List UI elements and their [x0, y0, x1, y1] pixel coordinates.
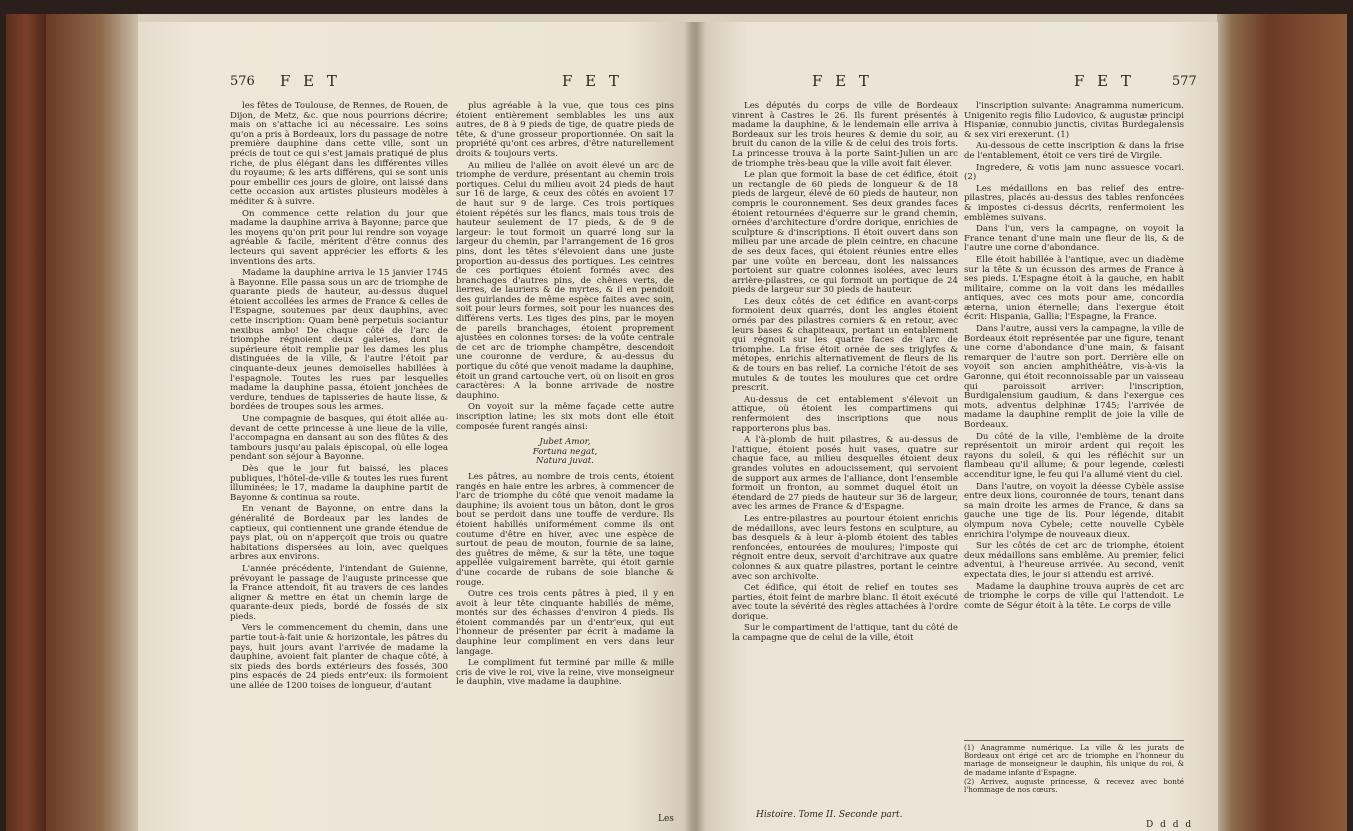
left-column-2	[456, 102, 674, 690]
left-column-1	[230, 102, 448, 694]
book-cover-right	[1217, 14, 1347, 831]
paragraph: Le compliment fut terminé par mille & mille cris de vive le roi, vive la reine, vive monseigneur le dauphin, vive madame la dauphine.	[456, 658, 674, 688]
left-running-head	[138, 72, 693, 92]
gutter-shadow	[684, 22, 706, 831]
open-book	[6, 14, 1347, 831]
paragraph: Dans l'autre, aussi vers la campagne, la ville de Bordeaux étoit représentée par une figure, tenant une corne d'abondance d'une main, & faisant remarquer de l'autre son port. Derrière elle on voyoit son ancien amphithéâtre, vis-à-vis la Garonne, qui étoit reconnoissable par un vaisseau qui paroissoit arriver: l'inscription, Burdigalensium gaudium, & dans l'exergue ces mots, adventus delphinæ 1745; l'arrivée de madame la dauphine remplit de joie la ville de Bordeaux.	[964, 324, 1184, 430]
left-column-2-top	[456, 102, 674, 432]
paragraph: Du côté de la ville, l'emblème de la droite représentoit un miroir ardent qui reçoit les rayons du soleil, & qui les réfléchit sur un flambeau qu'il allume; & pour legende, cœlesti accenditur igne, le feu qui l'a allumé vient du ciel.	[964, 431, 1184, 480]
paragraph: Madame la dauphine trouva auprès de cet arc de triomphe le corps de ville qui l'attendoit. Le comte de Ségur étoit à la tête. Le corps de ville	[964, 581, 1184, 611]
paragraph: Au-dessous de cette inscription & dans la frise de l'entablement, étoit ce vers tiré de Virgile.	[964, 141, 1184, 161]
paragraph: Outre ces trois cents pâtres à pied, il y en avoit à leur tête cinquante habillés de même, montés sur des échasses d'environ 4 pieds. Ils étoient commandés par un d'entr'eux, qui eut l'honneur de présenter par écrit à madame la dauphine leur compliment en vers dans leur langage.	[456, 589, 674, 657]
paragraph: A l'à-plomb de huit pilastres, & au-dessus de l'attique, étoient posés huit vases, quatre sur chaque face, au milieu desquelles étoient deux grandes volutes en adoucissement, qui servoient de support aux armes de l'alliance, dont l'ensemble formoit un fronton, au sommet duquel étoit un étendard de 27 pieds de hauteur sur 36 de largeur, avec les armes de France & d'Espagne.	[732, 435, 958, 513]
left-page	[138, 22, 693, 831]
paragraph: Les députés du corps de ville de Bordeaux vinrent à Castres le 26. Ils furent présentés à madame la dauphine, & le lendemain elle arriva à Bordeaux sur les trois heures & demie du soir, au bruit du canon de la ville & de celui des trois forts. La princesse trouva à la porte Saint-Julien un arc de triomphe très-beau que la ville avoit fait élever.	[732, 101, 958, 169]
paragraph: Dans l'autre, on voyoit la déesse Cybèle assise entre deux lions, couronnée de tours, tenant dans sa main droite les armes de France, & dans sa gauche une tige de lis. Pour légende, ditabit olympum nova Cybele; cette nouvelle Cybèle enrichira l'olympe de nouveaux dieux.	[964, 481, 1184, 540]
left-catchword: Les	[658, 814, 674, 824]
left-column-2-bottom	[456, 473, 674, 688]
paragraph: (2) Arrivez, auguste princesse, & recevez avec bonté l'hommage de nos cœurs.	[964, 776, 1184, 795]
right-head-word-2: F E T	[1074, 72, 1135, 90]
paragraph: Fortuna negat,	[532, 446, 598, 457]
left-head-word-1: F E T	[280, 72, 341, 90]
right-column-2	[964, 102, 1184, 613]
signature-line: Histoire. Tome II. Seconde part.	[756, 810, 903, 820]
paragraph: Les médaillons en bas relief des entre-pilastres, placés au-dessus des tables renfoncées & impostes ci-dessus décrits, renfermoient les emblèmes suivans.	[964, 183, 1184, 223]
paragraph: Natura juvat.	[536, 456, 594, 467]
paragraph: Sur le compartiment de l'attique, tant du côté de la campagne que de celui de la ville, étoit	[732, 623, 958, 644]
paragraph: l'inscription suivante: Anagramma numericum. Unigenito regis filio Ludovico, & augustæ principi Hispaniæ, connubio junctis, civitas Burdegalensis & sex viri erexerunt. (1)	[964, 101, 1184, 140]
paragraph: Vers le commencement du chemin, dans une partie tout-à-fait unie & horizontale, les pâtres du pays, huit jours avant l'arrivée de madame la dauphine, avoient fait planter de chaque côté, à six pieds des bords extérieurs des fossés, 300 pins espacés de 24 pieds entr'eux: ils formoient une allée de 1200 toises de longueur, d'autant	[230, 623, 448, 692]
paragraph: Ingredere, & votis jam nunc assuesce vocari. (2)	[964, 162, 1184, 183]
right-running-head	[696, 72, 1218, 92]
left-head-word-2: F E T	[562, 72, 623, 90]
paragraph: Les entre-pilastres au pourtour étoient enrichis de médaillons, avec leurs festons en sculpture, au bas desquels & à leur à-plomb étoient des tables renfoncées, entourées de moulures; l'imposte qui régnoit entre deux, servoit d'architrave aux quatre colonnes & aux quatre pilastres, portant le ceintre avec son archivolte.	[732, 513, 958, 582]
signature-mark: D d d d	[1146, 820, 1194, 830]
paragraph: Au-dessus de cet entablement s'élevoit un attique, où étoient les compartimens qui renfermoient des inscriptions que nous rapporterons plus bas.	[732, 394, 958, 434]
paragraph: Sur les côtés de cet arc de triomphe, étoient deux médaillons sans emblême. Au premier, felici adventui, à l'heureuse arrivée. Au second, venit expectata dies, le jour si attendu est arrivé.	[964, 541, 1184, 580]
paragraph: Une compagnie de basques, qui étoit allée au-devant de cette princesse à une lieue de la ville, l'accompagna en dansant au son des flûtes & des tambours jusqu'au palais épiscopal, où elle logea pendant son séjour à Bayonne.	[230, 414, 448, 463]
paragraph: En venant de Bayonne, on entre dans la généralité de Bordeaux par les landes de captieux, qui contiennent une grande étendue de pays plat, où on n'apperçoit que trois ou quatre habitations dispersées au loin, avec quelques arbres aux environs.	[230, 504, 448, 563]
right-page	[696, 22, 1218, 831]
paragraph: Cet édifice, qui étoit de relief en toutes ses parties, étoit feint de marbre blanc. Il étoit exécuté avec toute la sévérité des règles attachées à l'ordre dorique.	[732, 583, 958, 622]
paragraph: Au milieu de l'allée on avoit élevé un arc de triomphe de verdure, présentant au chemin trois portiques. Celui du milieu avoit 24 pieds de haut sur 16 de large, & ceux des côtés en avoient 17 de haut sur 9 de large. Ces trois portiques étoient répétés sur les flancs, mais tous trois de hauteur seulement de 17 pieds, & de 9 de largeur: le tout formoit un quarré long sur la largeur du chemin, par l'arrangement de 16 gros pins, dont les têtes s'élevoient dans une juste proportion au-dessus des portiques. Les ceintres de ces portiques étoient formés avec des branchages d'autres pins, de chênes verts, de lierres, de lauriers & de myrtes, & il en pendoit des guirlandes de même espèce faites avec soin, soit pour leurs formes, soit pour les nuances des différens verts. Les tiges des pins, par le moyen de pareils branchages, étoient proprement ajustées en colonnes torses: de la voûte centrale de cet arc de triomphe champêtre, descendoit une couronne de verdure, & au-dessus du portique du côté que venoit madame la dauphine, étoit un grand cartouche vert, où on lisoit en gros caractères: A la bonne arrivade de nostre dauphino.	[456, 160, 674, 401]
paragraph: plus agréable à la vue, que tous ces pins étoient entièrement semblables les uns aux autres, de 8 à 9 pieds de tige, de quatre pieds de tête, & d'une grosseur proportionnée. On sait la propriété qu'ont ces arbres, d'être naturellement droits & toujours verts.	[456, 101, 674, 159]
paragraph: On voyoit sur la même façade cette autre inscription latine; les six mots dont elle étoit composée furent rangés ainsi:	[456, 402, 674, 432]
paragraph: (1) Anagramme numérique. La ville & les jurats de Bordeaux ont érigé cet arc de triomphe en l'honneur du mariage de monseigneur le dauphin, fils unique du roi, & de madame infante d'Espagne.	[964, 743, 1184, 777]
paragraph: Dans l'un, vers la campagne, on voyoit la France tenant d'une main une fleur de lis, & de l'autre une corne d'abondance.	[964, 224, 1184, 254]
paragraph: Le plan que formoit la base de cet édifice, étoit un rectangle de 60 pieds de longueur & de 18 pieds de largeur, élevé de 60 pieds de hauteur, non compris le couronnement. Ses deux grandes faces étoient retournées d'équerre sur le grand chemin, ornées d'architecture d'ordre dorique, enrichies de sculpture & d'inscriptions. Il étoit ouvert dans son milieu par une arcade de plein ceintre, en chacune de ses deux faces, qui étoient réunies entre elles par une voûte en berceau, dont les naissances portoient sur quatre colonnes isolées, avec leurs arrière-pilastres, ce qui formoit un portique de 24 pieds de largeur sur 30 pieds de hauteur.	[732, 170, 958, 296]
footnotes	[964, 740, 1184, 795]
paragraph: les fêtes de Toulouse, de Rennes, de Rouen, de Dijon, de Metz, &c. que nous pourrions décrire; mais on s'attache ici au nécessaire. Les soins qu'on a pris à Bordeaux, lors du passage de notre première dauphine dans cette ville, sont un précis de tout ce qui s'est jamais pratiqué de plus riche, de plus élégant dans les différentes villes du royaume; & les arts différens, qui se sont unis pour embellir ces jours de gloire, ont laissé dans cette occasion aux artistes plusieurs modèles à méditer & à suivre.	[230, 101, 448, 207]
paragraph: Les pâtres, au nombre de trois cents, étoient rangés en haie entre les arbres, à commencer de l'arc de triomphe du côté que venoit madame la dauphine; ils avoient tous un bâton, dont le gros bout se perdoit dans une touffe de verdure. Ils étoient habillés uniformément comme ils ont coutume d'être en hiver, avec une espèce de surtout de peau de mouton, fournie de sa laine, des guêtres de même, & sur la tête, une toque appellée vulgairement barrète, qui étoit garnie d'une cocarde de rubans de soie blanche & rouge.	[456, 471, 674, 588]
latin-verse	[456, 438, 674, 467]
paragraph: On commence cette relation du jour que madame la dauphine arriva à Bayonne; parce que les moyens qu'on prit pour lui rendre son voyage agréable & facile, méritent d'être connus des lecteurs qui savent apprécier les efforts & les inventions des arts.	[230, 208, 448, 267]
paragraph: Elle étoit habillée à l'antique, avec un diadème sur la tête & un écusson des armes de France à ses pieds. L'Espagne étoit à la gauche, en habit militaire, comme on la voit dans les médailles antiques, avec ces mots pour ame, concordia æterna, union éternelle; dans l'exergue étoit écrit: Hispania, Gallia; l'Espagne, la France.	[964, 254, 1184, 323]
paragraph: Madame la dauphine arriva le 15 janvier 1745 à Bayonne. Elle passa sous un arc de triomphe de quarante pieds de hauteur, au-dessus duquel étoient accollées les armes de France & celles de l'Espagne, soutenues par deux dauphins, avec cette inscription: Quam benè perpetuis sociantur nexibus ambo! De chaque côté de l'arc de triomphe régnoient deux galeries, dont la supérieure étoit remplie par les dames les plus distinguées de la ville, & l'autre l'étoit par cinquante-deux jeunes demoiselles habillées à l'espagnole. Toutes les rues par lesquelles madame la dauphine passa, étoient jonchées de verdure, tendues de tapisseries de haute lisse, & bordées de troupes sous les armes.	[230, 268, 448, 413]
paragraph: Dès que le jour fut baissé, les places publiques, l'hôtel-de-ville & toutes les rues furent illuminées; le 17, madame la dauphine partit de Bayonne & continua sa route.	[230, 463, 448, 503]
right-column-1	[732, 102, 958, 646]
right-head-word-1: F E T	[812, 72, 873, 90]
left-page-number: 576	[230, 74, 255, 89]
paragraph: Jubet Amor,	[539, 437, 591, 448]
book-cover-left	[46, 14, 138, 831]
paragraph: L'année précédente, l'intendant de Guienne, prévoyant le passage de l'auguste princesse que la France attendoit, fit au travers de ces landes aligner & mettre en état un chemin large de quarante-deux pieds, bordé de fossés de six pieds.	[230, 563, 448, 622]
right-page-number: 577	[1172, 74, 1197, 89]
paragraph: Les deux côtés de cet édifice en avant-corps formoient deux quarrés, dont les angles étoient ornés par des pilastres corniers & en retour, avec leurs bases & chapiteaux, portant un entablement qui régnoit sur les quatre faces de l'arc de triomphe. La frise étoit ornée de ses triglyfes & métopes, enrichis alternativement de fleurs de lis & de tours en bas relief. La corniche l'étoit de ses mutules & de toutes les moulures que cet ordre prescrit.	[732, 296, 958, 394]
